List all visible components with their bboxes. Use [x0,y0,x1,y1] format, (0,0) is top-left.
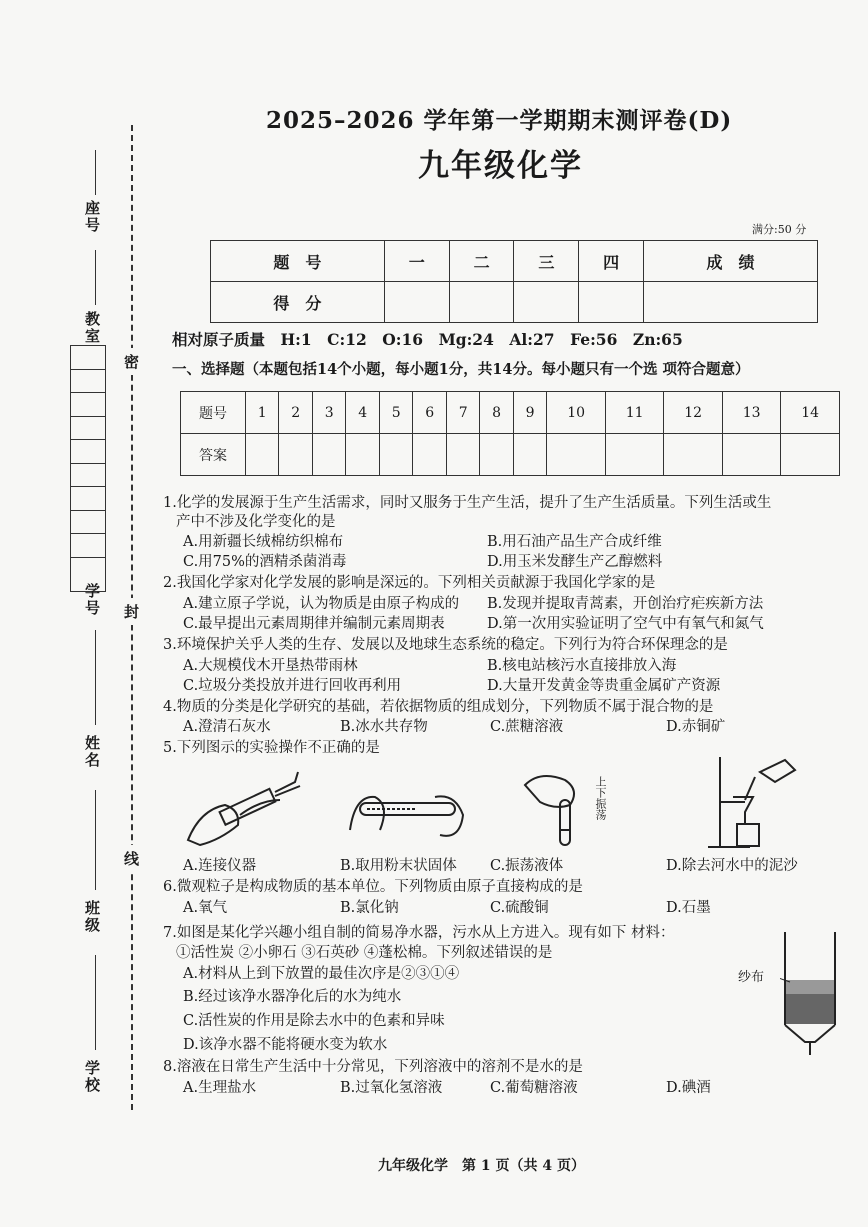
q1-option-b[interactable]: B.用石油产品生产合成纤维 [487,534,662,550]
answer-number: 13 [722,392,781,434]
classroom-label: 教室 [83,311,101,345]
filtration-figure [705,752,805,852]
answer-cell[interactable] [346,434,379,476]
answer-cell[interactable] [413,434,446,476]
seal-char-xian: 线 [124,845,139,872]
answer-number: 5 [379,392,412,434]
school-blank[interactable] [95,955,96,1050]
answer-row-label: 答案 [181,434,246,476]
q6-option-c[interactable]: C.硫酸铜 [490,900,549,916]
q3-option-d[interactable]: D.大量开发黄金等贵重金属矿产资源 [487,678,721,694]
subject-title: 九年级化学 [418,148,583,184]
answer-number: 6 [413,392,446,434]
answer-cell[interactable] [605,434,664,476]
question-6-stem: 6.微观粒子是构成物质的基本单位。下列物质由原子直接构成的是 [163,879,583,895]
answer-number: 3 [312,392,345,434]
answer-cell[interactable] [480,434,513,476]
answer-number: 7 [446,392,479,434]
question-1-stem-cont: 产中不涉及化学变化的是 [176,514,336,530]
question-7-stem: 7.如图是某化学兴趣小组自制的简易净水器，污水从上方进入。现有如下 材料： [163,925,675,941]
seal-char-feng: 封 [124,598,139,625]
section-heading: 一、选择题（本题包括14个小题，每小题1分，共14分。每小题只有一个选 项符合题意） [172,361,750,378]
score-header-cell: 二 [449,241,514,282]
seal-char-mi: 密 [124,348,139,375]
q4-option-d[interactable]: D.赤铜矿 [666,719,726,735]
seat-label: 座号 [83,200,101,234]
classroom-blank[interactable] [95,250,96,305]
answer-cell[interactable] [246,434,279,476]
q6-option-d[interactable]: D.石墨 [666,900,711,916]
answer-header-label: 题号 [181,392,246,434]
page-footer: 九年级化学 第 1 页（共 4 页） [378,1158,585,1174]
answer-table [180,391,840,476]
score-cell[interactable] [579,282,644,323]
q8-option-a[interactable]: A.生理盐水 [183,1080,257,1096]
class-blank[interactable] [95,790,96,890]
question-5-stem: 5.下列图示的实验操作不正确的是 [163,740,380,756]
shake-label: 上下振荡 [594,776,607,820]
gauze-label: 纱布 [738,970,765,985]
q2-option-b[interactable]: B.发现并提取青蒿素，开创治疗疟疾新方法 [487,596,764,612]
connect-apparatus-figure [180,770,310,850]
q3-option-b[interactable]: B.核电站核污水直接排放入海 [487,658,677,674]
q5-option-a[interactable]: A.连接仪器 [183,858,257,874]
score-header-cell: 题 号 [211,241,385,282]
atomic-masses: 相对原子质量 H:1 C:12 O:16 Mg:24 Al:27 Fe:56 Zn:65 [172,330,683,349]
shake-liquid-figure [520,770,590,850]
score-cell[interactable] [514,282,579,323]
powder-tube-figure [345,785,470,850]
q5-option-d[interactable]: D.除去河水中的泥沙 [666,858,798,874]
q7-option-d[interactable]: D.该净水器不能将硬水变为软水 [183,1037,388,1053]
answer-cell[interactable] [781,434,840,476]
class-label: 班级 [83,900,101,934]
score-header-cell: 成 绩 [644,241,818,282]
answer-cell[interactable] [664,434,723,476]
school-label: 学校 [83,1060,101,1094]
answer-number: 11 [605,392,664,434]
question-7-stem-cont: ①活性炭 ②小卵石 ③石英砂 ④蓬松棉。下列叙述错误的是 [176,945,553,961]
answer-number: 10 [547,392,606,434]
q8-option-c[interactable]: C.葡萄糖溶液 [490,1080,578,1096]
q7-option-b[interactable]: B.经过该净水器净化后的水为纯水 [183,989,402,1005]
q3-option-a[interactable]: A.大规模伐木开垦热带雨林 [183,658,358,674]
q5-option-c[interactable]: C.振荡液体 [490,858,564,874]
q2-option-a[interactable]: A.建立原子学说，认为物质是由原子构成的 [183,596,460,612]
full-score: 满分:50 分 [752,223,807,236]
q7-option-a[interactable]: A.材料从上到下放置的最佳次序是②③①④ [183,966,460,982]
q1-option-d[interactable]: D.用玉米发酵生产乙醇燃料 [487,554,663,570]
answer-cell[interactable] [722,434,781,476]
student-no-label: 学号 [83,583,101,617]
q6-option-a[interactable]: A.氧气 [183,900,228,916]
answer-number: 14 [781,392,840,434]
answer-cell[interactable] [513,434,546,476]
student-id-boxes[interactable] [70,345,106,592]
q6-option-b[interactable]: B.氯化钠 [340,900,399,916]
answer-cell[interactable] [379,434,412,476]
seat-blank[interactable] [95,150,96,195]
answer-cell[interactable] [312,434,345,476]
q8-option-b[interactable]: B.过氧化氢溶液 [340,1080,443,1096]
question-8-stem: 8.溶液在日常生产生活中十分常见，下列溶液中的溶剂不是水的是 [163,1059,583,1075]
score-header-cell: 一 [384,241,449,282]
q4-option-b[interactable]: B.冰水共存物 [340,719,428,735]
exam-title: 2025–2026 学年第一学期期末测评卷(D) [266,107,733,134]
question-2-stem: 2.我国化学家对化学发展的影响是深远的。下列相关贡献源于我国化学家的是 [163,575,656,591]
answer-cell[interactable] [446,434,479,476]
score-cell[interactable] [449,282,514,323]
q2-option-c[interactable]: C.最早提出元素周期律并编制元素周期表 [183,616,445,632]
question-4-stem: 4.物质的分类是化学研究的基础，若依据物质的组成划分，下列物质不属于混合物的是 [163,699,714,715]
answer-cell[interactable] [279,434,312,476]
answer-number: 9 [513,392,546,434]
score-header-cell: 四 [579,241,644,282]
score-header-cell: 三 [514,241,579,282]
q2-option-d[interactable]: D.第一次用实验证明了空气中有氧气和氮气 [487,616,764,632]
answer-number: 1 [246,392,279,434]
name-label: 姓名 [83,735,101,769]
q3-option-c[interactable]: C.垃圾分类投放并进行回收再利用 [183,678,402,694]
q4-option-a[interactable]: A.澄清石灰水 [183,719,271,735]
answer-number: 2 [279,392,312,434]
score-cell[interactable] [384,282,449,323]
answer-number: 8 [480,392,513,434]
q7-option-c[interactable]: C.活性炭的作用是除去水中的色素和异味 [183,1013,445,1029]
q1-option-c[interactable]: C.用75%的酒精杀菌消毒 [183,554,347,570]
water-purifier-figure [780,930,840,1060]
q4-option-c[interactable]: C.蔗糖溶液 [490,719,564,735]
answer-number: 12 [664,392,723,434]
question-1-stem: 1.化学的发展源于生产生活需求，同时又服务于生产生活，提升了生产生活质量。下列生活或生 [163,495,772,511]
question-3-stem: 3.环境保护关乎人类的生存、发展以及地球生态系统的稳定。下列行为符合环保理念的是 [163,637,728,653]
score-row-label: 得 分 [211,282,385,323]
name-blank[interactable] [95,630,96,725]
score-cell[interactable] [644,282,818,323]
q8-option-d[interactable]: D.碘酒 [666,1080,711,1096]
answer-number: 4 [346,392,379,434]
answer-cell[interactable] [547,434,606,476]
binding-margin [0,0,150,1227]
q1-option-a[interactable]: A.用新疆长绒棉纺织棉布 [183,534,344,550]
score-table [210,240,818,323]
q5-option-b[interactable]: B.取用粉末状固体 [340,858,457,874]
